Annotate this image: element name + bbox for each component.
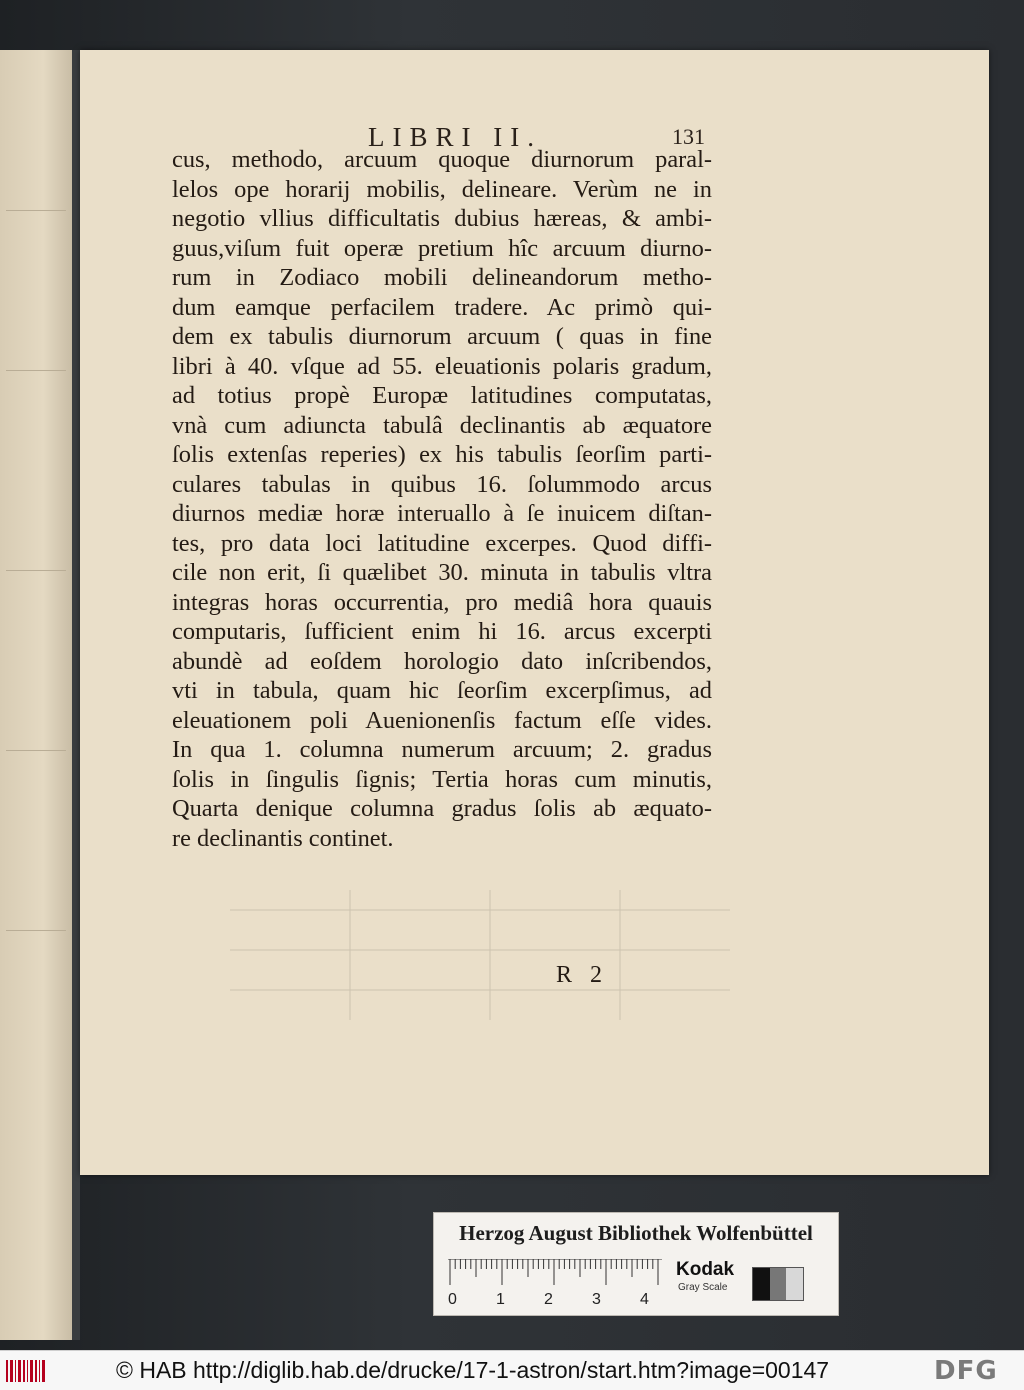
library-name: Herzog August Bibliothek Wolfenbüttel [459, 1221, 813, 1245]
page-number: 131 [672, 124, 705, 149]
text-line: ſolis in ſingulis ſignis; Tertia horas cum minutis, [172, 765, 712, 793]
text-line: guus,viſum fuit operæ pretium hîc arcuum diurno- [172, 234, 712, 262]
text-line: re declinantis continet. [172, 824, 394, 852]
copyright-link[interactable]: © HAB http://diglib.hab.de/drucke/17-1-astron/start.htm?image=00147 [116, 1357, 830, 1383]
kodak-logo: Kodak [676, 1259, 735, 1280]
ruler-numbers [444, 1291, 674, 1311]
text-line: dum eamque perfacilem tradere. Ac primò qui- [172, 293, 712, 321]
text-line: cile non erit, ſi quælibet 30. minuta in tabulis vltra [172, 559, 712, 586]
book-gutter [72, 50, 80, 1340]
text-line: Quarta denique columna gradus ſolis ab æquato- [172, 795, 712, 822]
previous-page-edge [0, 50, 74, 1340]
dfg-logo: DFG [934, 1356, 998, 1386]
text-line: integras horas occurrentia, pro mediâ hora quauis [172, 588, 712, 616]
ruler-number: 2 [544, 1291, 553, 1308]
text-line: negotio vllius difficultatis dubius hæreas, & ambi- [172, 205, 712, 232]
show-through-table [230, 890, 730, 1020]
text-line: vnà cum adiuncta tabulâ declinantis ab æquatore [172, 411, 712, 439]
text-line: culares tabulas in quibus 16. ſolummodo arcus [172, 470, 712, 498]
ruler-scale [448, 1259, 662, 1293]
running-title: LIBRI II. [368, 122, 542, 152]
book-page [80, 50, 989, 1175]
text-line: cus, methodo, arcuum quoque diurnorum paral- [172, 146, 712, 173]
kodak-subtitle: Gray Scale [678, 1282, 728, 1293]
text-line: diurnos mediæ horæ interuallo à ſe inuicem diſtan- [172, 500, 712, 527]
text-line: rum in Zodiaco mobili delineandorum metho- [172, 264, 712, 291]
text-line: eleuationem poli Auenionenſis factum eſſe vides. [172, 706, 712, 734]
footer-bar [0, 1350, 1024, 1390]
barcode-icon [6, 1358, 48, 1384]
text-line: lelos ope horarij mobilis, delineare. Verùm ne in [172, 175, 712, 203]
text-line: In qua 1. columna numerum arcuum; 2. gradus [172, 736, 712, 763]
text-line: libri à 40. vſque ad 55. eleuationis polaris gradum, [172, 352, 712, 380]
text-line: computaris, ſufficient enim hi 16. arcus excerpti [172, 618, 712, 645]
signature-mark: R 2 [556, 962, 609, 988]
body-text [172, 145, 712, 853]
text-line: vti in tabula, quam hic ſeorſim excerpſimus, ad [172, 677, 712, 704]
gray-scale-patches [752, 1267, 804, 1301]
ruler-number: 4 [640, 1291, 649, 1308]
ruler-number: 0 [448, 1291, 457, 1308]
ruler-number: 3 [592, 1291, 601, 1308]
color-scale-card [433, 1212, 839, 1316]
text-line: dem ex tabulis diurnorum arcuum ( quas in fine [172, 323, 712, 350]
text-line: abundè ad eoſdem horologio dato inſcribendos, [172, 647, 712, 675]
ruler-number: 1 [496, 1291, 505, 1308]
text-line: ſolis extenſas reperies) ex his tabulis ſeorſim parti- [172, 441, 712, 468]
text-line: ad totius propè Europæ latitudines computatas, [172, 382, 712, 409]
text-line: tes, pro data loci latitudine excerpes. Quod diffi- [172, 529, 712, 557]
